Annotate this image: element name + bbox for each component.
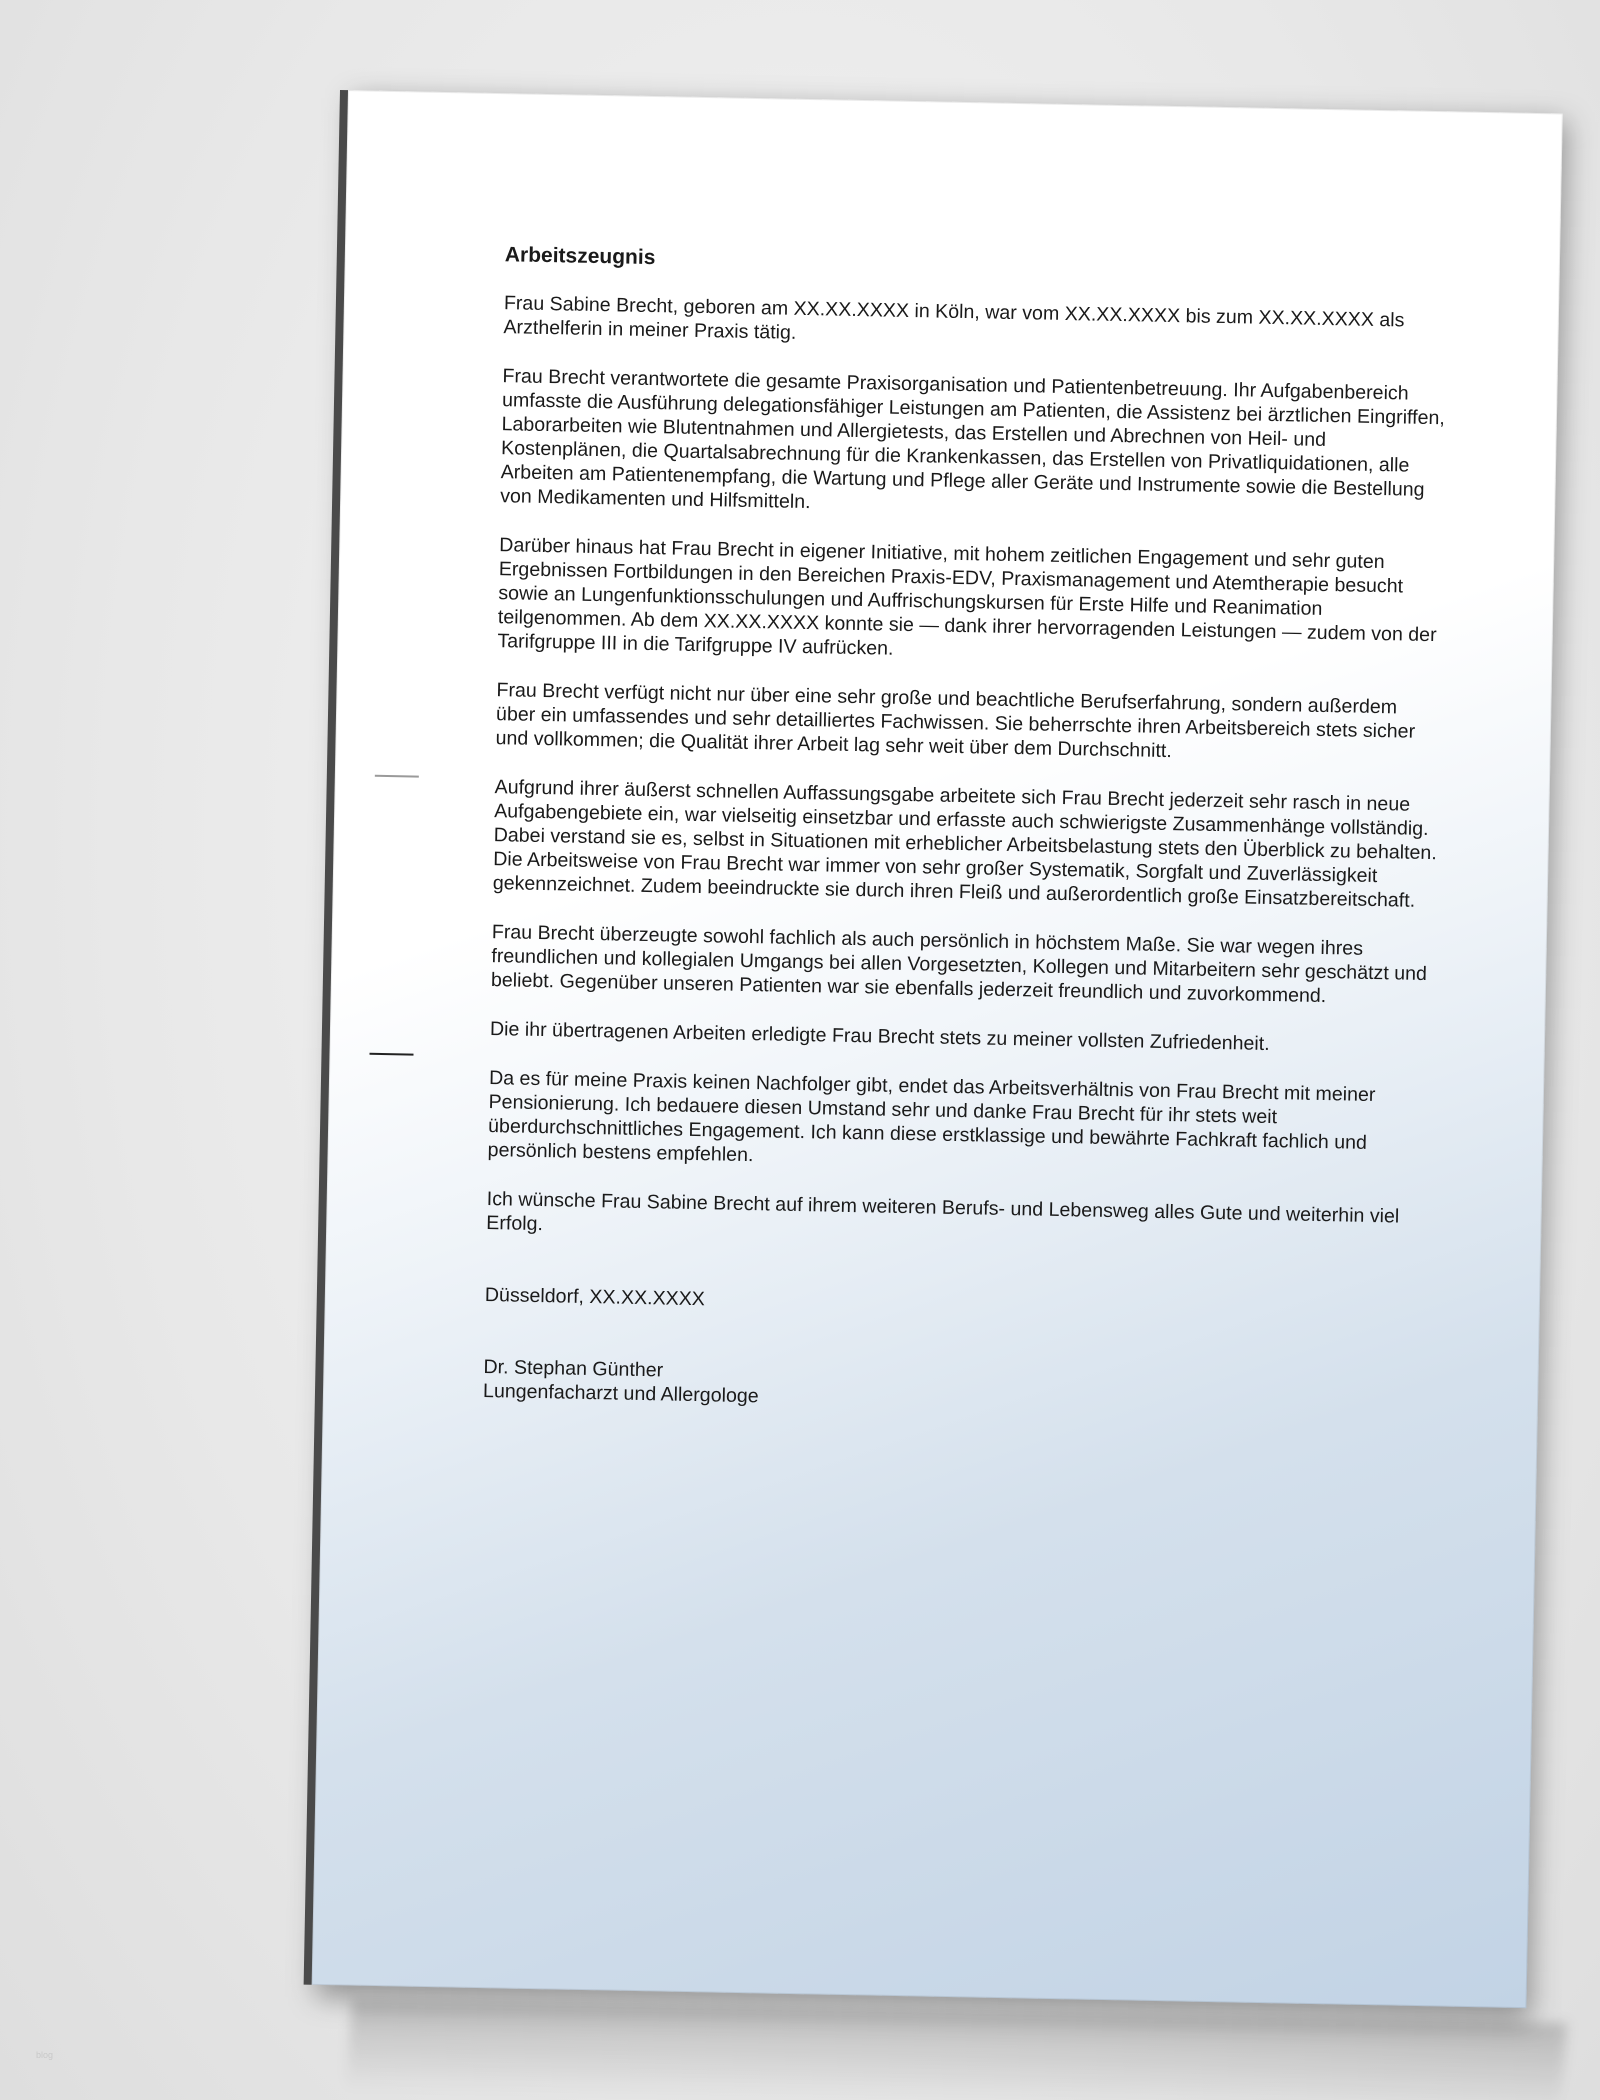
paragraph-closing: Ich wünsche Frau Sabine Brecht auf ihrem weiteren Berufs- und Lebensweg alles Gute und weiterhin viel Erfolg. xyxy=(486,1188,1400,1236)
paragraph-intro: Frau Sabine Brecht, geboren am XX.XX.XXXX in Köln, war vom XX.XX.XXXX bis zum XX.XX.XXXX als Arzthelferin in meiner Praxis tätig. xyxy=(503,292,1405,344)
signature-title: Lungenfacharzt und Allergologe xyxy=(482,1379,759,1408)
fold-mark-top xyxy=(375,775,419,778)
signature-name: Dr. Stephan Günther xyxy=(483,1355,664,1382)
paragraph-conduct: Frau Brecht überzeugte sowohl fachlich als auch persönlich in höchstem Maße. Sie war wegen ihres freundlichen und kollegialen Umgangs bei allen Vorgesetzten, Kollegen und Mitarbeitern sehr geschätzt und beliebt. Gegenüber unseren Patienten war sie ebenfalls jederzeit freundlich und zuvorkommend. xyxy=(490,921,1428,1008)
paragraph-expertise: Frau Brecht verfügt nicht nur über eine sehr große und beachtliche Berufserfahrung, sondern außerdem über ein umfassendes und sehr detailliertes Fachwissen. Sie beherrschte ihren Arbeitsbereich stets sicher und vollkommen; die Qualität ihrer Arbeit lag sehr weit über dem Durchschnitt. xyxy=(495,679,1416,763)
document-title: Arbeitszeugnis xyxy=(504,243,656,270)
paragraph-duties: Frau Brecht verantwortete die gesamte Praxisorganisation und Patientenbetreuung. Ihr Aufgabenbereich umfasste die Ausführung delegationsfähiger Leistungen am Patienten, die Assistenz bei ärztlichen Eingriffen, Laborarbeiten wie Blutentnahmen und Allergietests, das Erstellen und Abrechnen von Heil- und Kostenplänen, die Quartalsabrechnung für die Krankenkassen, das Erstellen von Privatliquidationen, alle Arbeiten am Patientenempfang, die Wartung und Pflege aller Geräte und Instrumente sowie die Bestellung von Medikamenten und Hilfsmitteln. xyxy=(500,365,1446,514)
paragraph-termination: Da es für meine Praxis keinen Nachfolger gibt, endet das Arbeitsverhältnis von Frau Brecht mit meiner Pensionierung. Ich bedauere diesen Umstand sehr und danke Frau Brecht für ihr stets weit überdurchschnittliches Engagement. Ich kann diese erstklassige und bewährte Fachkraft fachlich und persönlich bestens empfehlen. xyxy=(487,1067,1376,1167)
signature-block xyxy=(483,1355,1429,1421)
watermark-text: blog xyxy=(36,2050,54,2060)
paragraph-satisfaction: Die ihr übertragenen Arbeiten erledigte Frau Brecht stets zu meiner vollsten Zufriedenheit. xyxy=(489,1018,1270,1056)
place-and-date: Düsseldorf, XX.XX.XXXX xyxy=(484,1284,706,1311)
punch-mark xyxy=(369,1053,413,1056)
document-body xyxy=(483,243,1450,1421)
paragraph-training: Darüber hinaus hat Frau Brecht in eigener Initiative, mit hohem zeitlichen Engagement und sehr guten Ergebnissen Fortbildungen in den Bereichen Praxis-EDV, Praxismanagement und Atemtherapie besucht sowie an Lungenfunktionsschulungen und Auffrischungskursen für Erste Hilfe und Reanimation teilgenommen. Ab dem XX.XX.XXXX konnte sie — dank ihrer hervorragenden Leistungen — zudem von der Tarifgruppe III in die Tarifgruppe IV aufrücken. xyxy=(497,534,1437,660)
document-page xyxy=(304,90,1563,2008)
paragraph-work-style: Aufgrund ihrer äußerst schnellen Auffassungsgabe arbeitete sich Frau Brecht jederzeit sehr rasch in neue Aufgabengebiete ein, war vielseitig einsetzbar und erfasste auch schwierigste Zusammenhänge vollständig. Dabei verstand sie es, selbst in Situationen mit erheblicher Arbeitsbelastung stets den Überblick zu behalten. Die Arbeitsweise von Frau Brecht war immer von sehr großer Systematik, Sorgfalt und Zuverlässigkeit gekennzeichnet. Zudem beeindruckte sie durch ihren Fleiß und außerordentlich große Einsatzbereitschaft. xyxy=(492,776,1437,912)
